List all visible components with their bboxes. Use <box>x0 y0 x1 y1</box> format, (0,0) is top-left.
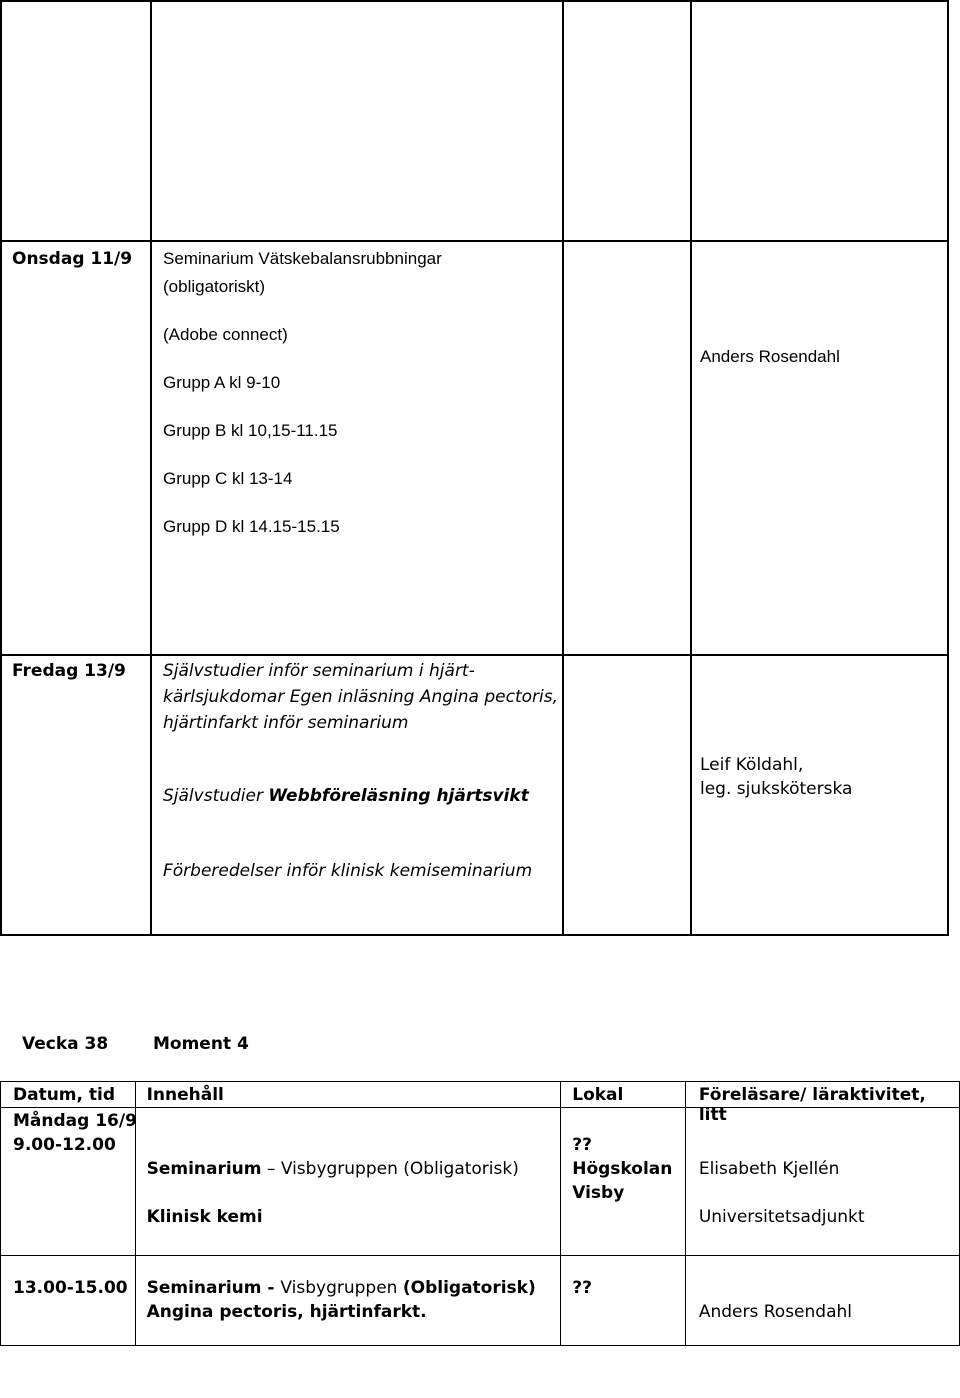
content-cell <box>151 655 563 935</box>
webb-lecture-title: Webbföreläsning hjärtsvikt <box>268 786 529 806</box>
time-label: 13.00-15.00 <box>13 1278 128 1298</box>
schedule-table-week38 <box>0 1081 960 1346</box>
topic-label: Angina pectoris, hjärtinfarkt. <box>146 1302 427 1322</box>
seminar-line <box>147 1159 519 1179</box>
day-cell <box>1 655 151 935</box>
table-row <box>1 241 948 655</box>
place-unknown: ?? <box>572 1135 592 1155</box>
teacher-cell <box>685 1256 959 1346</box>
seminar-note: (obligatoriskt) <box>163 277 266 296</box>
place-cell <box>561 1108 686 1256</box>
day-label: Fredag 13/9 <box>12 661 126 681</box>
empty-cell <box>563 241 691 655</box>
day-label: Onsdag 11/9 <box>12 249 133 269</box>
webb-lecture-line <box>163 786 529 806</box>
column-header: Föreläsare/ läraktivitet, litt <box>685 1082 959 1108</box>
preparation-text: Förberedelser inför klinisk kemiseminarium <box>163 861 533 881</box>
content-cell <box>151 241 563 655</box>
week-label: Vecka 38 <box>22 1034 109 1054</box>
day-cell <box>1 241 151 655</box>
group-time: Grupp B kl 10,15-11.15 <box>163 421 338 440</box>
content-cell <box>135 1256 561 1346</box>
table-row <box>1 1256 960 1346</box>
obligatory-note: (Obligatorisk) <box>402 1278 536 1298</box>
empty-cell <box>1 1 151 241</box>
topic-label: Klinisk kemi <box>146 1207 263 1227</box>
place-cell <box>561 1256 686 1346</box>
table-header-row <box>1 1082 960 1108</box>
time-label: 9.00-12.00 <box>13 1135 116 1155</box>
column-header: Lokal <box>561 1082 686 1108</box>
date-cell <box>1 1256 136 1346</box>
self-study-text: kärlsjukdomar Egen inläsning Angina pectoris, <box>163 687 559 707</box>
teacher-cell <box>691 655 948 935</box>
seminar-label: Seminarium - <box>146 1278 281 1298</box>
empty-cell <box>563 655 691 935</box>
empty-cell <box>691 1 948 241</box>
group-time: Grupp A kl 9-10 <box>163 373 281 392</box>
teacher-cell <box>691 241 948 655</box>
table-row <box>1 655 948 935</box>
place-name: Högskolan <box>572 1159 673 1179</box>
group-text: Visbygruppen <box>280 1278 403 1298</box>
teacher-name: Anders Rosendahl <box>698 1302 852 1322</box>
seminar-platform: (Adobe connect) <box>163 325 288 344</box>
day-label: Måndag 16/9 <box>13 1111 137 1131</box>
seminar-label: Seminarium <box>146 1159 262 1179</box>
self-study-text: Självstudier inför seminarium i hjärt- <box>163 661 475 681</box>
moment-label: Moment 4 <box>153 1034 249 1054</box>
teacher-cell <box>685 1108 959 1256</box>
table-row <box>1 1108 960 1256</box>
column-header: Innehåll <box>135 1082 561 1108</box>
group-text: Visbygruppen (Obligatorisk) <box>280 1159 519 1179</box>
teacher-title: Universitetsadjunkt <box>698 1207 865 1227</box>
teacher-name: Leif Köldahl, <box>700 755 804 775</box>
dash-text: – <box>261 1159 281 1179</box>
group-time: Grupp C kl 13-14 <box>163 469 293 488</box>
group-time: Grupp D kl 14.15-15.15 <box>163 517 340 536</box>
date-cell <box>1 1108 136 1256</box>
seminar-title: Seminarium Vätskebalansrubbningar <box>163 249 442 268</box>
teacher-name: Elisabeth Kjellén <box>698 1159 840 1179</box>
webb-prefix: Självstudier <box>163 786 263 806</box>
teacher-title: leg. sjuksköterska <box>700 779 853 799</box>
place-unknown: ?? <box>572 1278 592 1298</box>
place-city: Visby <box>572 1183 625 1203</box>
empty-cell <box>563 1 691 241</box>
seminar-line <box>147 1278 536 1298</box>
table-row <box>1 1 948 241</box>
empty-cell <box>151 1 563 241</box>
column-header: Datum, tid <box>1 1082 136 1108</box>
content-cell <box>135 1108 561 1256</box>
teacher-name: Anders Rosendahl <box>700 347 840 366</box>
self-study-text: hjärtinfarkt inför seminarium <box>163 713 409 733</box>
